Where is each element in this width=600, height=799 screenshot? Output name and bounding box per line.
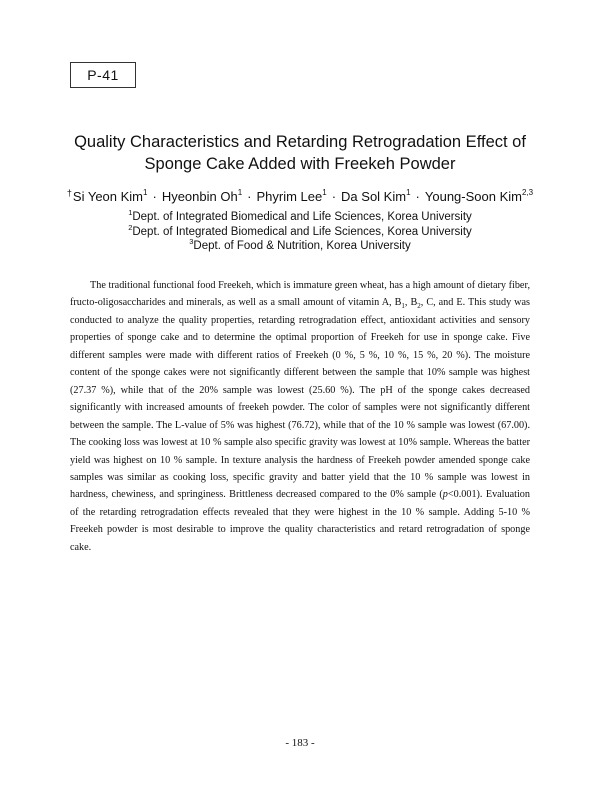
author-affiliation-mark: 1 (237, 188, 243, 197)
abstract-subscript: 2 (417, 302, 421, 311)
affiliation-text: Dept. of Integrated Biomedical and Life Sciences, Korea University (132, 211, 472, 223)
abstract-text: , B (404, 297, 418, 309)
affiliation-number: 2 (128, 222, 133, 232)
author-name: Young-Soon Kim (424, 189, 522, 204)
author-affiliation-mark: 2,3 (521, 188, 534, 197)
affiliation-text: Dept. of Food & Nutrition, Korea University (193, 240, 411, 252)
abstract-subscript: 1 (401, 302, 405, 311)
paper-title (40, 131, 560, 175)
author-affiliation-mark: 1 (406, 188, 411, 197)
author-list (30, 188, 570, 204)
author-name: Phyrim Lee (256, 189, 323, 204)
affiliation-number: 3 (189, 237, 194, 246)
affiliation-line (40, 222, 560, 240)
author-name: Da Sol Kim (341, 189, 407, 204)
author-separator: · (152, 189, 157, 204)
affiliation-text: Dept. of Integrated Biomedical and Life Sciences, Korea University (132, 225, 472, 238)
author-affiliation-mark: 1 (322, 188, 327, 197)
author-affiliation-mark: 1 (143, 188, 148, 197)
author-separator: · (415, 189, 420, 204)
title-line-2: Sponge Cake Added with Freekeh Powder (144, 155, 456, 173)
abstract-italic-p: p (442, 489, 448, 501)
affiliation-number: 1 (128, 208, 133, 217)
affiliation-list (40, 210, 560, 254)
affiliation-line (40, 239, 560, 254)
author-name: Si Yeon Kim (72, 189, 144, 204)
page-number: - 183 - (285, 737, 315, 749)
title-line-1: Quality Characteristics and Retarding Retrogradation Effect of (74, 133, 526, 151)
abstract-text: <0.001). Evaluation of the retarding retrogradation effects revealed that they were highest in the 10 % sample. Adding 5-10 % Freekeh powder is most desirable to improve the quality characteristics and retard retrogradation of sponge cake. (70, 489, 530, 553)
abstract-paragraph (70, 277, 530, 556)
abstract-text: The traditional functional food Freekeh, which is immature green wheat, has a high amount of dietary fiber, fructo-oligosaccharides and minerals, as well as a small amount of vitamin A, B (70, 280, 530, 309)
corresponding-author-mark: † (66, 188, 72, 198)
author-separator: · (331, 189, 337, 204)
poster-id-label: P-41 (87, 67, 119, 83)
abstract-text: , C, and E. This study was conducted to analyze the quality properties, retarding retrogradation effect, antioxidant activities and sensory properties of sponge cake and to determine the optimal proportion of Freekeh for use in sponge cake. Five different samples were made with different ratios of Freekeh (0 %, 5 %, 10 %, 15 %, 20 %). The moisture content of the sponge cakes were not significantly different between the sample that 10% sample was highest (27.37 %), while that of the 20% sample was lowest (25.60 %). The pH of the sponge cakes decreased significantly with increased amounts of freekeh powder. The color of samples were not significantly different between the sample. The L-value of 5% was highest (76.72), while that of the 10 % sample was lowest (67.00). The cooking loss was lowest at 10 % sample also specific gravity was lowest at 10% sample. Whereas the batter yield was highest on 10 % sample. In texture analysis the hardness of Freekeh powder amended sponge cake samples was similar as cooking loss, specific gravity and batter yield that the 10 % sample was lowest in hardness, chewiness, and springiness. Brittleness decreased compared to the 0% sample ( (70, 297, 531, 501)
affiliation-line (40, 210, 560, 225)
poster-id-box (70, 62, 136, 88)
author-name: Hyeonbin Oh (161, 189, 238, 204)
author-separator: · (247, 189, 252, 204)
